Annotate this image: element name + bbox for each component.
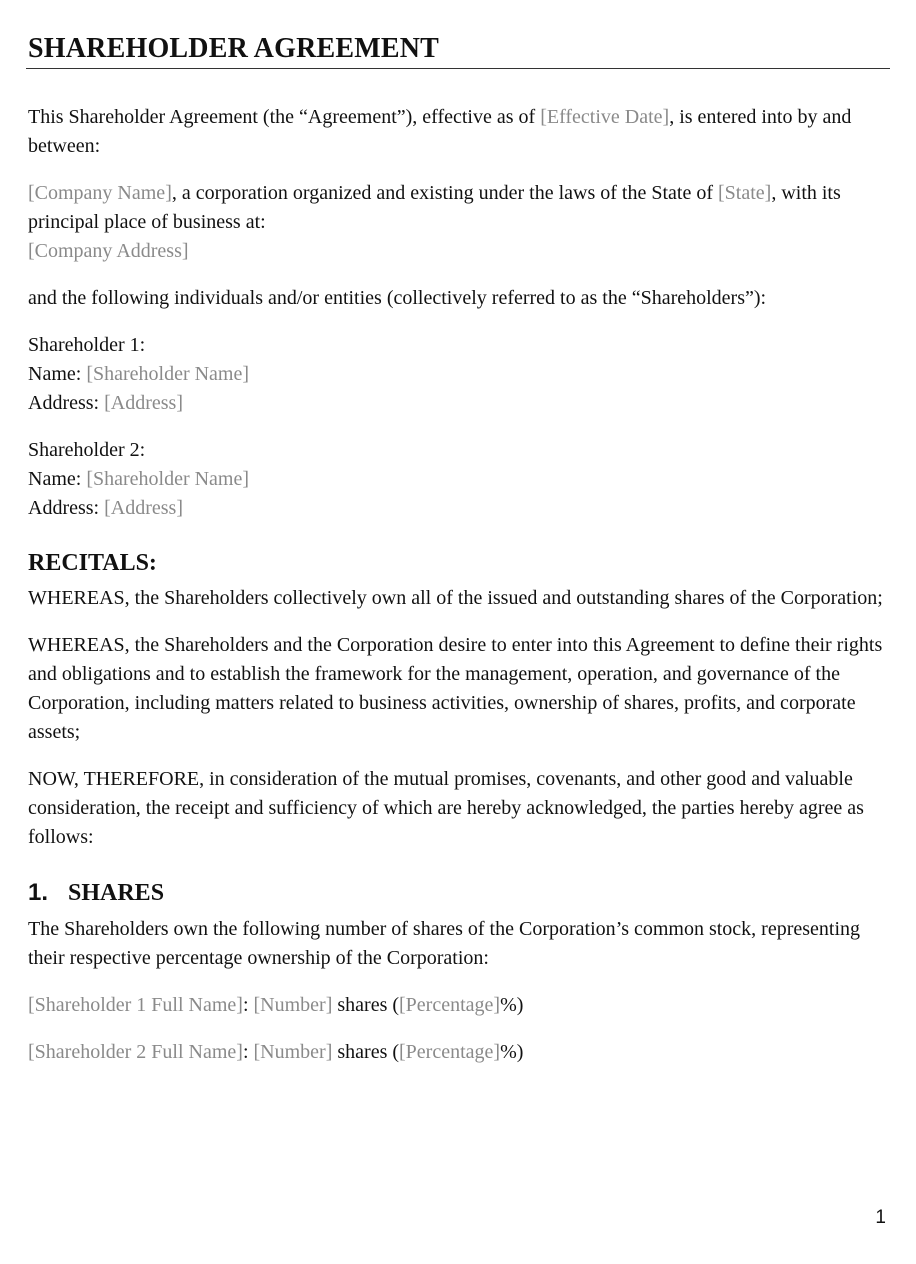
holding-line: [Shareholder 2 Full Name]: [Number] shares ([Percentage]%) [28,1041,524,1063]
recitals-heading: RECITALS: [28,550,157,576]
shareholder-heading: Shareholder 2: [28,439,146,461]
company-address-placeholder: [Company Address] [28,240,189,262]
recital-paragraph: WHEREAS, the Shareholders and the Corporation desire to enter into this Agreement to define their rights and obligations and to establish the framework for the management, operation, and governance of the Corporation, including matters related to business activities, ownership of shares, profits, and corporate assets; [28,634,883,743]
percentage-placeholder: [Percentage] [399,994,501,1016]
recital-paragraph: WHEREAS, the Shareholders collectively own all of the issued and outstanding shares of the Corporation; [28,587,883,609]
company-paragraph: [Company Name], a corporation organized and existing under the laws of the State of [State], with its principal place of business at: [Company Address] [28,182,841,262]
company-name-placeholder: [Company Name] [28,182,172,204]
percentage-placeholder: [Percentage] [399,1041,501,1063]
shareholder-block: Shareholder 2: Name: [Shareholder Name] Address: [Address] [28,439,250,519]
document-title: SHAREHOLDER AGREEMENT [28,33,440,64]
holding-line: [Shareholder 1 Full Name]: [Number] shares ([Percentage]%) [28,994,524,1016]
document-body [28,103,890,1085]
title-divider [26,68,890,69]
intro-paragraph: This Shareholder Agreement (the “Agreement”), effective as of [Effective Date], is entered into by and between: [28,106,852,157]
recital-paragraph: NOW, THEREFORE, in consideration of the mutual promises, covenants, and other good and valuable consideration, the receipt and sufficiency of which are hereby acknowledged, the parties hereby agree as follows: [28,768,864,848]
shareholder-heading: Shareholder 1: [28,334,146,356]
share-number-placeholder: [Number] [253,1041,333,1063]
section-number: 1. [28,879,49,906]
document-page [28,0,890,66]
shareholder-name-placeholder: [Shareholder Name] [86,363,250,385]
section-title: SHARES [68,880,165,906]
section-1-text: The Shareholders own the following number of shares of the Corporation’s common stock, representing their respective percentage ownership of the Corporation: [28,918,861,969]
effective-date-placeholder: [Effective Date] [540,106,670,128]
page-number: 1 [875,1207,886,1228]
shareholder-address-placeholder: [Address] [104,497,183,519]
section-1-heading [28,878,890,908]
holder-name-placeholder: [Shareholder 2 Full Name] [28,1041,243,1063]
shareholder-address-placeholder: [Address] [104,392,183,414]
following-paragraph: and the following individuals and/or entities (collectively referred to as the “Shareholders”): [28,287,767,309]
share-number-placeholder: [Number] [253,994,333,1016]
shareholder-block: Shareholder 1: Name: [Shareholder Name] Address: [Address] [28,334,250,414]
state-placeholder: [State] [718,182,772,204]
holder-name-placeholder: [Shareholder 1 Full Name] [28,994,243,1016]
shareholder-name-placeholder: [Shareholder Name] [86,468,250,490]
